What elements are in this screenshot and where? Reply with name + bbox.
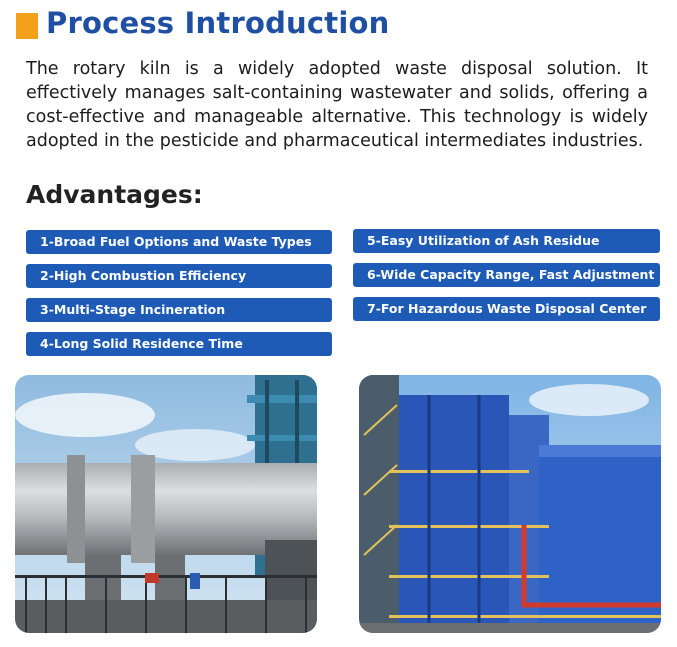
- advantage-item-2: 2-High Combustion Efficiency: [26, 264, 332, 288]
- advantage-item-1: 1-Broad Fuel Options and Waste Types: [26, 230, 332, 254]
- advantage-item-4: 4-Long Solid Residence Time: [26, 332, 332, 356]
- advantage-item-6: 6-Wide Capacity Range, Fast Adjustment: [353, 263, 660, 287]
- incineration-plant-photo: [359, 375, 661, 633]
- advantage-item-5: 5-Easy Utilization of Ash Residue: [353, 229, 660, 253]
- intro-paragraph: The rotary kiln is a widely adopted waste disposal solution. It effectively manages salt-containing wastewater and solids, offering a cost-effective and manageable alternative. This technology is widely adopted in the pesticide and pharmaceutical intermediates industries.: [26, 59, 648, 151]
- advantage-item-7: 7-For Hazardous Waste Disposal Center: [353, 297, 660, 321]
- rotary-kiln-photo: [15, 375, 317, 633]
- advantage-item-3: 3-Multi-Stage Incineration: [26, 298, 332, 322]
- title-marker: [16, 13, 38, 39]
- advantages-heading: Advantages:: [26, 180, 203, 209]
- page-title: Process Introduction: [46, 6, 390, 40]
